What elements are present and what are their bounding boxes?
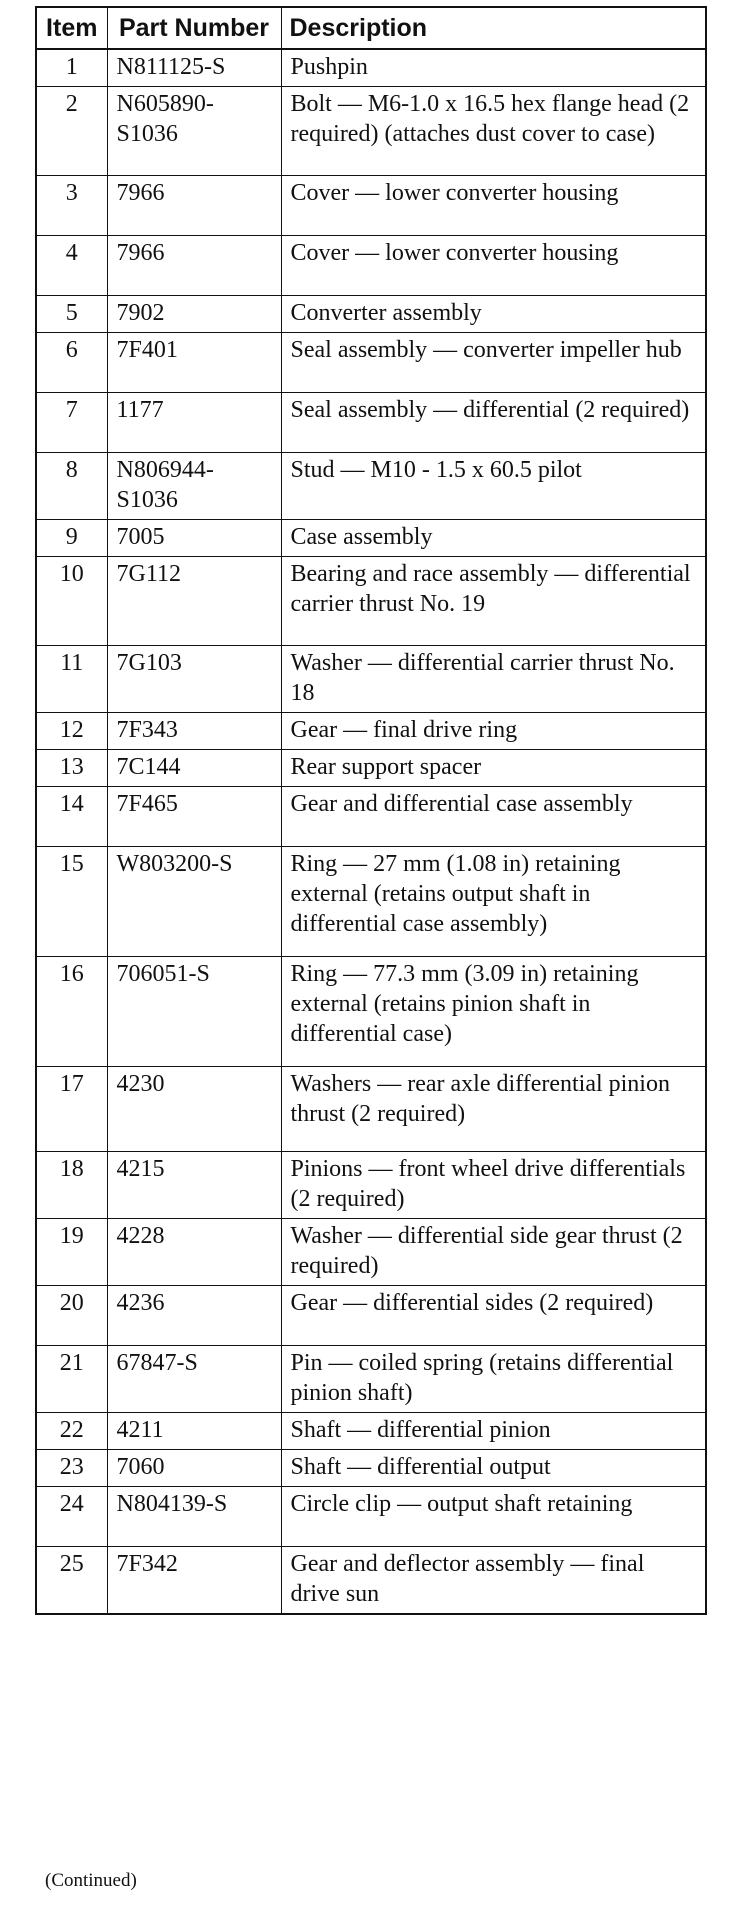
item-cell: 20	[36, 1286, 107, 1346]
description-cell: Gear — final drive ring	[281, 713, 706, 750]
part-number-cell: 7902	[107, 296, 281, 333]
description-cell: Seal assembly — converter impeller hub	[281, 333, 706, 393]
table-row	[36, 957, 706, 1067]
item-cell: 14	[36, 787, 107, 847]
description-cell: Cover — lower converter housing	[281, 176, 706, 236]
item-cell: 25	[36, 1547, 107, 1615]
table-row	[36, 1346, 706, 1413]
table-row	[36, 787, 706, 847]
part-number-cell: 7F342	[107, 1547, 281, 1615]
item-cell: 17	[36, 1067, 107, 1152]
item-cell: 2	[36, 87, 107, 176]
table-row	[36, 713, 706, 750]
part-number-cell: N806944-S1036	[107, 453, 281, 520]
item-cell: 1	[36, 49, 107, 87]
part-number-cell: 4236	[107, 1286, 281, 1346]
part-number-column-header: Part Number	[107, 7, 281, 49]
table-row	[36, 1219, 706, 1286]
table-row	[36, 750, 706, 787]
table-row	[36, 393, 706, 453]
description-column-header: Description	[281, 7, 706, 49]
part-number-cell: 7F401	[107, 333, 281, 393]
table-row	[36, 333, 706, 393]
part-number-cell: 7005	[107, 520, 281, 557]
item-cell: 21	[36, 1346, 107, 1413]
part-number-cell: 4230	[107, 1067, 281, 1152]
item-cell: 18	[36, 1152, 107, 1219]
description-cell: Converter assembly	[281, 296, 706, 333]
description-cell: Stud — M10 - 1.5 x 60.5 pilot	[281, 453, 706, 520]
item-cell: 3	[36, 176, 107, 236]
part-number-cell: 67847-S	[107, 1346, 281, 1413]
item-cell: 10	[36, 557, 107, 646]
item-cell: 7	[36, 393, 107, 453]
description-cell: Gear — differential sides (2 required)	[281, 1286, 706, 1346]
description-cell: Pushpin	[281, 49, 706, 87]
table-row	[36, 49, 706, 87]
table-row	[36, 1413, 706, 1450]
part-number-cell: 4228	[107, 1219, 281, 1286]
part-number-cell: 7F343	[107, 713, 281, 750]
part-number-cell: N605890-S1036	[107, 87, 281, 176]
description-cell: Pinions — front wheel drive differentials (2 required)	[281, 1152, 706, 1219]
description-cell: Circle clip — output shaft retaining	[281, 1487, 706, 1547]
item-cell: 12	[36, 713, 107, 750]
part-number-cell: 7060	[107, 1450, 281, 1487]
description-cell: Gear and deflector assembly — final drive sun	[281, 1547, 706, 1615]
item-cell: 6	[36, 333, 107, 393]
continued-note: (Continued)	[45, 1870, 137, 1891]
parts-table-body	[36, 49, 706, 1614]
description-cell: Rear support spacer	[281, 750, 706, 787]
description-cell: Shaft — differential output	[281, 1450, 706, 1487]
part-number-cell: 706051-S	[107, 957, 281, 1067]
item-column-header: Item	[36, 7, 107, 49]
description-cell: Ring — 27 mm (1.08 in) retaining external (retains output shaft in differential case assembly)	[281, 847, 706, 957]
table-row	[36, 847, 706, 957]
table-row	[36, 557, 706, 646]
part-number-cell: 7G103	[107, 646, 281, 713]
item-cell: 9	[36, 520, 107, 557]
table-row	[36, 1487, 706, 1547]
description-cell: Cover — lower converter housing	[281, 236, 706, 296]
item-cell: 13	[36, 750, 107, 787]
part-number-cell: 4211	[107, 1413, 281, 1450]
table-row	[36, 87, 706, 176]
table-row	[36, 296, 706, 333]
part-number-cell: 7C144	[107, 750, 281, 787]
table-row	[36, 236, 706, 296]
description-cell: Bearing and race assembly — differential carrier thrust No. 19	[281, 557, 706, 646]
description-cell: Washer — differential side gear thrust (2 required)	[281, 1219, 706, 1286]
part-number-cell: W803200-S	[107, 847, 281, 957]
part-number-cell: 7966	[107, 176, 281, 236]
table-row	[36, 1067, 706, 1152]
table-row	[36, 646, 706, 713]
description-cell: Ring — 77.3 mm (3.09 in) retaining external (retains pinion shaft in differential case)	[281, 957, 706, 1067]
part-number-cell: 4215	[107, 1152, 281, 1219]
item-cell: 24	[36, 1487, 107, 1547]
item-cell: 8	[36, 453, 107, 520]
item-cell: 22	[36, 1413, 107, 1450]
item-cell: 5	[36, 296, 107, 333]
description-cell: Seal assembly — differential (2 required)	[281, 393, 706, 453]
description-cell: Bolt — M6-1.0 x 16.5 hex flange head (2 required) (attaches dust cover to case)	[281, 87, 706, 176]
part-number-cell: N804139-S	[107, 1487, 281, 1547]
table-header-row	[36, 7, 706, 49]
parts-table	[35, 6, 707, 1615]
item-cell: 4	[36, 236, 107, 296]
description-cell: Gear and differential case assembly	[281, 787, 706, 847]
part-number-cell: 7966	[107, 236, 281, 296]
part-number-cell: 1177	[107, 393, 281, 453]
part-number-cell: N811125-S	[107, 49, 281, 87]
table-row	[36, 176, 706, 236]
description-cell: Pin — coiled spring (retains differential pinion shaft)	[281, 1346, 706, 1413]
part-number-cell: 7G112	[107, 557, 281, 646]
item-cell: 23	[36, 1450, 107, 1487]
table-row	[36, 1547, 706, 1615]
item-cell: 11	[36, 646, 107, 713]
table-row	[36, 1450, 706, 1487]
item-cell: 19	[36, 1219, 107, 1286]
description-cell: Shaft — differential pinion	[281, 1413, 706, 1450]
part-number-cell: 7F465	[107, 787, 281, 847]
table-row	[36, 520, 706, 557]
table-row	[36, 1152, 706, 1219]
table-row	[36, 1286, 706, 1346]
description-cell: Washer — differential carrier thrust No. 18	[281, 646, 706, 713]
item-cell: 16	[36, 957, 107, 1067]
table-row	[36, 453, 706, 520]
item-cell: 15	[36, 847, 107, 957]
description-cell: Washers — rear axle differential pinion thrust (2 required)	[281, 1067, 706, 1152]
description-cell: Case assembly	[281, 520, 706, 557]
